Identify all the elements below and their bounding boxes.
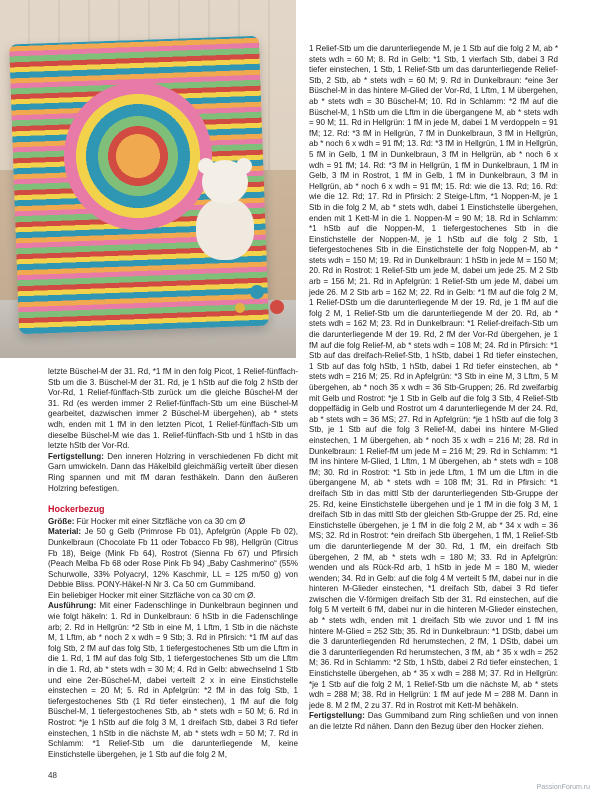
execution-paragraph: Ausführung: Mit einer Fadenschlinge in Dunkelbraun beginnen und wie folgt häkeln: 1. Rd in Dunkelbraun: 6 hStb in die Fadenschlinge arb; 2. Rd in Hellgrün: *2 Stb in eine M, 1 Lftm, 1 Stb in die nächste M, 1 Lftm, ab * noch 2 x wdh = 9 Stb; 3. Rd in Pfirsich: *1 fM auf das folg Stb, 2 fM auf das folg Stb, 1 tiefergestochenes Stb um die Lftm in die 1. Rd, 1 fM auf das folg Stb, 1 tiefergestochenes Stb um die Lftm in die 1. Rd, ab * stets wdh = 30 M; 4. Rd in Gelb: abwechselnd 1 Stb und eine 2er-Büschel-M, dabei verteilt 2 x in eine Einstichstelle einstechen = 20 M; 5. Rd in Apfelgrün: *2 fM in das folg Stb, 1 tiefergestochenes Stb (1 Rd tiefer einstechen), 1 fM auf die folg Büschel-M, 1 tiefergestochenes Stb, ab * stets wdh = 50 M; 6. Rd in Rostrot: *je 1 hStb auf die folg 3 M, 1 dreifach Stb, dabei 3 Rd tiefer einstechen, 1 hStb in die nächste M, ab * stets wdh = 50 M; 7. Rd in Schlamm: *1 Relief-Stb um die darunterliegende M, keine Einstichstelle übergehen, je 1 Stb auf die folg 2 M, xyxy=(48,601,298,759)
right-paragraph-final: Fertigstellung: Das Gummiband zum Ring schließen und von innen an die letzte Rd nähen. Dann den Bezug über den Hocker ziehen. xyxy=(309,711,558,731)
material-paragraph: Material: Je 50 g Gelb (Primrose Fb 01), Apfelgrün (Apple Fb 02), Dunkelbraun (Chocolate Fb 11 oder Tobacco Fb 98), Hellgrün (Citrus Fb 18), Beige (Mink Fb 64), Rostrot (Sienna Fb 67) und Pfirsich (Peach Melba Fb 68 oder Rose Pink Fb 94) „Baby Cashmerino“ (55% Schurwolle, 33% Polyacryl, 12% Kaschmir, LL = 125 m/50 g) von Debbie Bliss. PONY-Häkel-N Nr 3. Ca 50 cm Gummiband. xyxy=(48,527,298,590)
fertigstellung-label: Fertigstellung: xyxy=(48,451,104,461)
left-paragraph-2: Fertigstellung: Den inneren Holzring in verschiedenen Fb dicht mit Garn umwickeln. Dann das Häkelbild gleichmäßig verteilt über diesen Ring spannen und mit fM daran festhäkeln. Dann den äußeren Holzring befestigen. xyxy=(48,451,298,493)
section-heading: Hockerbezug xyxy=(48,504,105,515)
blanket-photo xyxy=(0,0,296,358)
stool-paragraph: Ein beliebiger Hocker mit einer Sitzfläche von ca 30 cm Ø. xyxy=(48,590,256,600)
page-number: 48 xyxy=(48,771,57,780)
teddy-bear xyxy=(190,160,260,260)
ornament-teal xyxy=(250,285,264,299)
left-column xyxy=(48,367,298,760)
right-column xyxy=(309,44,558,733)
right-paragraph-main: 1 Relief-Stb um die darunterliegende M, je 1 Stb auf die folg 2 M, ab * stets wdh = 60 M; 8. Rd in Gelb: *1 Stb, 1 vierfach Stb, dabei 3 Rd tiefer einstechen, 1 Stb, 1 Relief-Stb um das darunterliegende Relief-Stb, 2 Stb, ab * stets wdh = 60 M; 9. Rd in Dunkelbraun: *eine 3er Büschel-M in das hintere M-Glied der Vor-Rd, 1 Lftm, 1 M übergehen, ab * stets wdh = 30 Büschel-M; 10. Rd in Schlamm: *2 fM auf die Büschel-M, 1 hStb um die Lftm in die übergangene M, ab * stets wdh = 90 M; 11. Rd in Hellgrün: 1 fM in jede M, dabei 1 M verdoppeln = 91 fM; 12. Rd: *3 fM in Hellgrün, 7 fM in Dunkelbraun, 3 fM in Hellgrün, ab * noch 6 x wdh = 91 fM; 13. Rd: *3 fM in Hellgrün, 1 fM in Hellgrün, 5 fM in Gelb, 1 fM in Dunkelbraun, 3 fM in Hellgrün, ab * noch 6 x wdh = 91 fM; 14. Rd: *3 fM in Hellgrün, 1 fM in Dunkelbraun, 1 fM in Gelb, 3 fM in Rostrot, 1 fM in Gelb, 1 fM in Dunkelbraun, 3 fM in Hellgrün, ab * noch 6 x wdh = 91 fM; 15. Rd: wie die 13. Rd; 16. Rd: wie die 12. Rd; 17. Rd in Pfirsich: 2 Steige-Lftm, *1 Noppen-M, je 1 Stb in die folg 2 M, ab * stets wdh, dabei 1 Einstichstelle übergehen, enden mit 1 Kett-M in die 1. Noppen-M = 90 M; 18. Rd in Schlamm: *1 hStb auf die Noppen-M, 1 tiefergestochenes Stb in die Einstichstelle der Noppen-M, je 1 hStb auf die folg 2 Stb, 1 tiefergestochenes Stb in die Einstichstelle der folg Noppen-M, ab * stets wdh = 150 M; 19. Rd in Dunkelbraun: 1 hStb in jede M = 150 M; 20. Rd in Rostrot: 1 Relief-Stb um jede M, dabei um jede 25. M 2 Stb arb = 156 M; 21. Rd in Apfelgrün: 1 Relief-Stb um jede M, dabei um jede 26. M 2 Stb arb = 162 M; 22. Rd in Gelb: *1 fM auf die folg 2 M, 1 Relief-DStb um die darunterliegende M der 19. Rd, je 1 fM auf die folg 2 M, 1 Relief-Stb um die darunterliegende M der 20. Rd, ab * stets wdh = 162 M; 23. Rd in Dunkelbraun: *1 Relief-dreifach-Stb um die darunterliegende M der 19. Rd, 2 fM der Vor-Rd übergehen, je 1 fM auf die folg Relief-M, ab * stets wdh = 108 M; 24. Rd in Pfirsich: *1 Stb auf das dreifach-Relief-Stb, 1 hStb, dabei 1 Rd tiefer einstechen, 1 Stb auf das folg hStb, 1 hStb, dabei 1 Rd tiefer einstechen, ab * stets wdh = 216 M; 25. Rd in Apfelgrün: *3 Stb in eine M, 3 Lftm, 5 M übergehen, ab * noch 35 x wdh = 36 Stb-Gruppen; 26. Rd zweifarbig mit Gelb und Rostrot: *je 1 Stb in Gelb auf die folg 3 Stb, 4 Relief-Stb doppelfädig in Gelb und Rostrot um 4 darunterliegende M der 24. Rd, ab * stets wdh = 36 MS; 27. Rd in Apfelgrün: *je 1 hStb auf die folg 3 Stb, je 1 Stb auf die folg 3 Relief-M, dabei ins hintere M-Glied einstechen, 1 M übergehen, ab * noch 35 x wdh = 216 M; 28. Rd in Dunkelbraun: 1 Relief-fM um jede M = 216 M; 29. Rd in Schlamm: *1 fM ins hintere M-Glied, 1 Lftm, 1 M übergehen, ab * stets wdh = 108 fM; 30. Rd in Rostrot: *1 Stb in jede Lftm, 1 fM um die Lftm in die übergangene M, ab * stets wdh = 108 fM; 31. Rd in Pfirsich: *1 dreifach Stb in das mittl Stb der darunterliegenden Stb-Gruppe der 25. Rd, keine Einstichstelle übergehen und je 1 fM in die folg 3 M, 1 dreifach Stb in das mittl Stb der gleichen Stb-Gruppe der 25. Rd, eine Einstichstelle übergehen, je 1 fM in die folg 2 M, ab * 34 x wdh = 36 MS; 32. Rd in Rostrot: *ein dreifach Stb übergehen, 1 fM, 1 Relief-Stb um die darunterliegende M der 30. Rd, 1 fM, ein dreifach Stb übergehen, 2 fM, ab * stets wdh = 180 M; 33. Rd in Apfelgrün: wenden und als Rück-Rd arb, 1 hStb in jede M = 180 M, wieder wenden; 34. Rd in Gelb: auf die folg 4 M verteilt 5 fM, dabei nur in die hinteren M-Glieder einstechen, *1 dreifach Stb, dabei 3 Rd tiefer zwischen die V-förmigen dreifach Stb der 31. Rd einstechen, auf die folg 5 M verteilt 6 fM, dabei nur in die hinteren M-Glieder einstechen, ab * stets wdh, enden mit 1 dreifach Stb wie zuvor und 1 fM ins hintere M-Glied = 252 Stb; 35. Rd in Dunkelbraun: *1 DStb, dabei um die 3 darunterliegenden Rd herumstechen, 2 fM, 1 DStb, dabei um die 3 darunterliegenden Rd herumstechen, 3 fM, ab * 35 x wdh = 252 M; 36. Rd in Schlamm: *2 Stb, 1 hStb, dabei 2 Rd tiefer einstechen, 1 Einstichstelle übergehen, ab * 35 x wdh = 288 M; 37. Rd in Hellgrün: *je 1 Stb auf die folg 2 M, 1 Relief-Stb um die nächste M, ab * stets wdh = 288 M; 38. Rd in Hellgrün: 1 fM auf jede M = 288 M. Dann in jede 8. M 2 fM, 2 zu 37. Rd in Rostrot mit Kett-M behäkeln. xyxy=(309,44,558,710)
teddy-head xyxy=(202,160,248,204)
teddy-body xyxy=(196,198,254,260)
size-paragraph: Größe: Für Hocker mit einer Sitzfläche von ca 30 cm Ø xyxy=(48,516,246,526)
left-paragraph-1: letzte Büschel-M der 31. Rd, *1 fM in den folg Picot, 1 Relief-fünffach-Stb um die 3. Büschel-M der 31. Rd, je 1 hStb auf die folg 2 hStb der Vor-Rd, 1 Relief-fünffach-Stb zurück um die gleiche Büschel-M der 31. Rd (es werden immer 2 Relief-fünffach-Stb um eine Büschel-M gearbeitet, dazwischen immer 2 Büschel-M übergehen), ab * stets wdh, enden mit 1 fM in den letzten Picot, 1 Relief-fünffach-Stb um dieselbe Büschel-M wie das 1. Relief-fünffach-Stb und 1 hStb in das letzte hStb der Vor-Rd. xyxy=(48,367,298,451)
watermark: PassionForum.ru xyxy=(536,784,590,791)
ornament-gold xyxy=(235,303,245,313)
ornament-red xyxy=(270,300,284,314)
